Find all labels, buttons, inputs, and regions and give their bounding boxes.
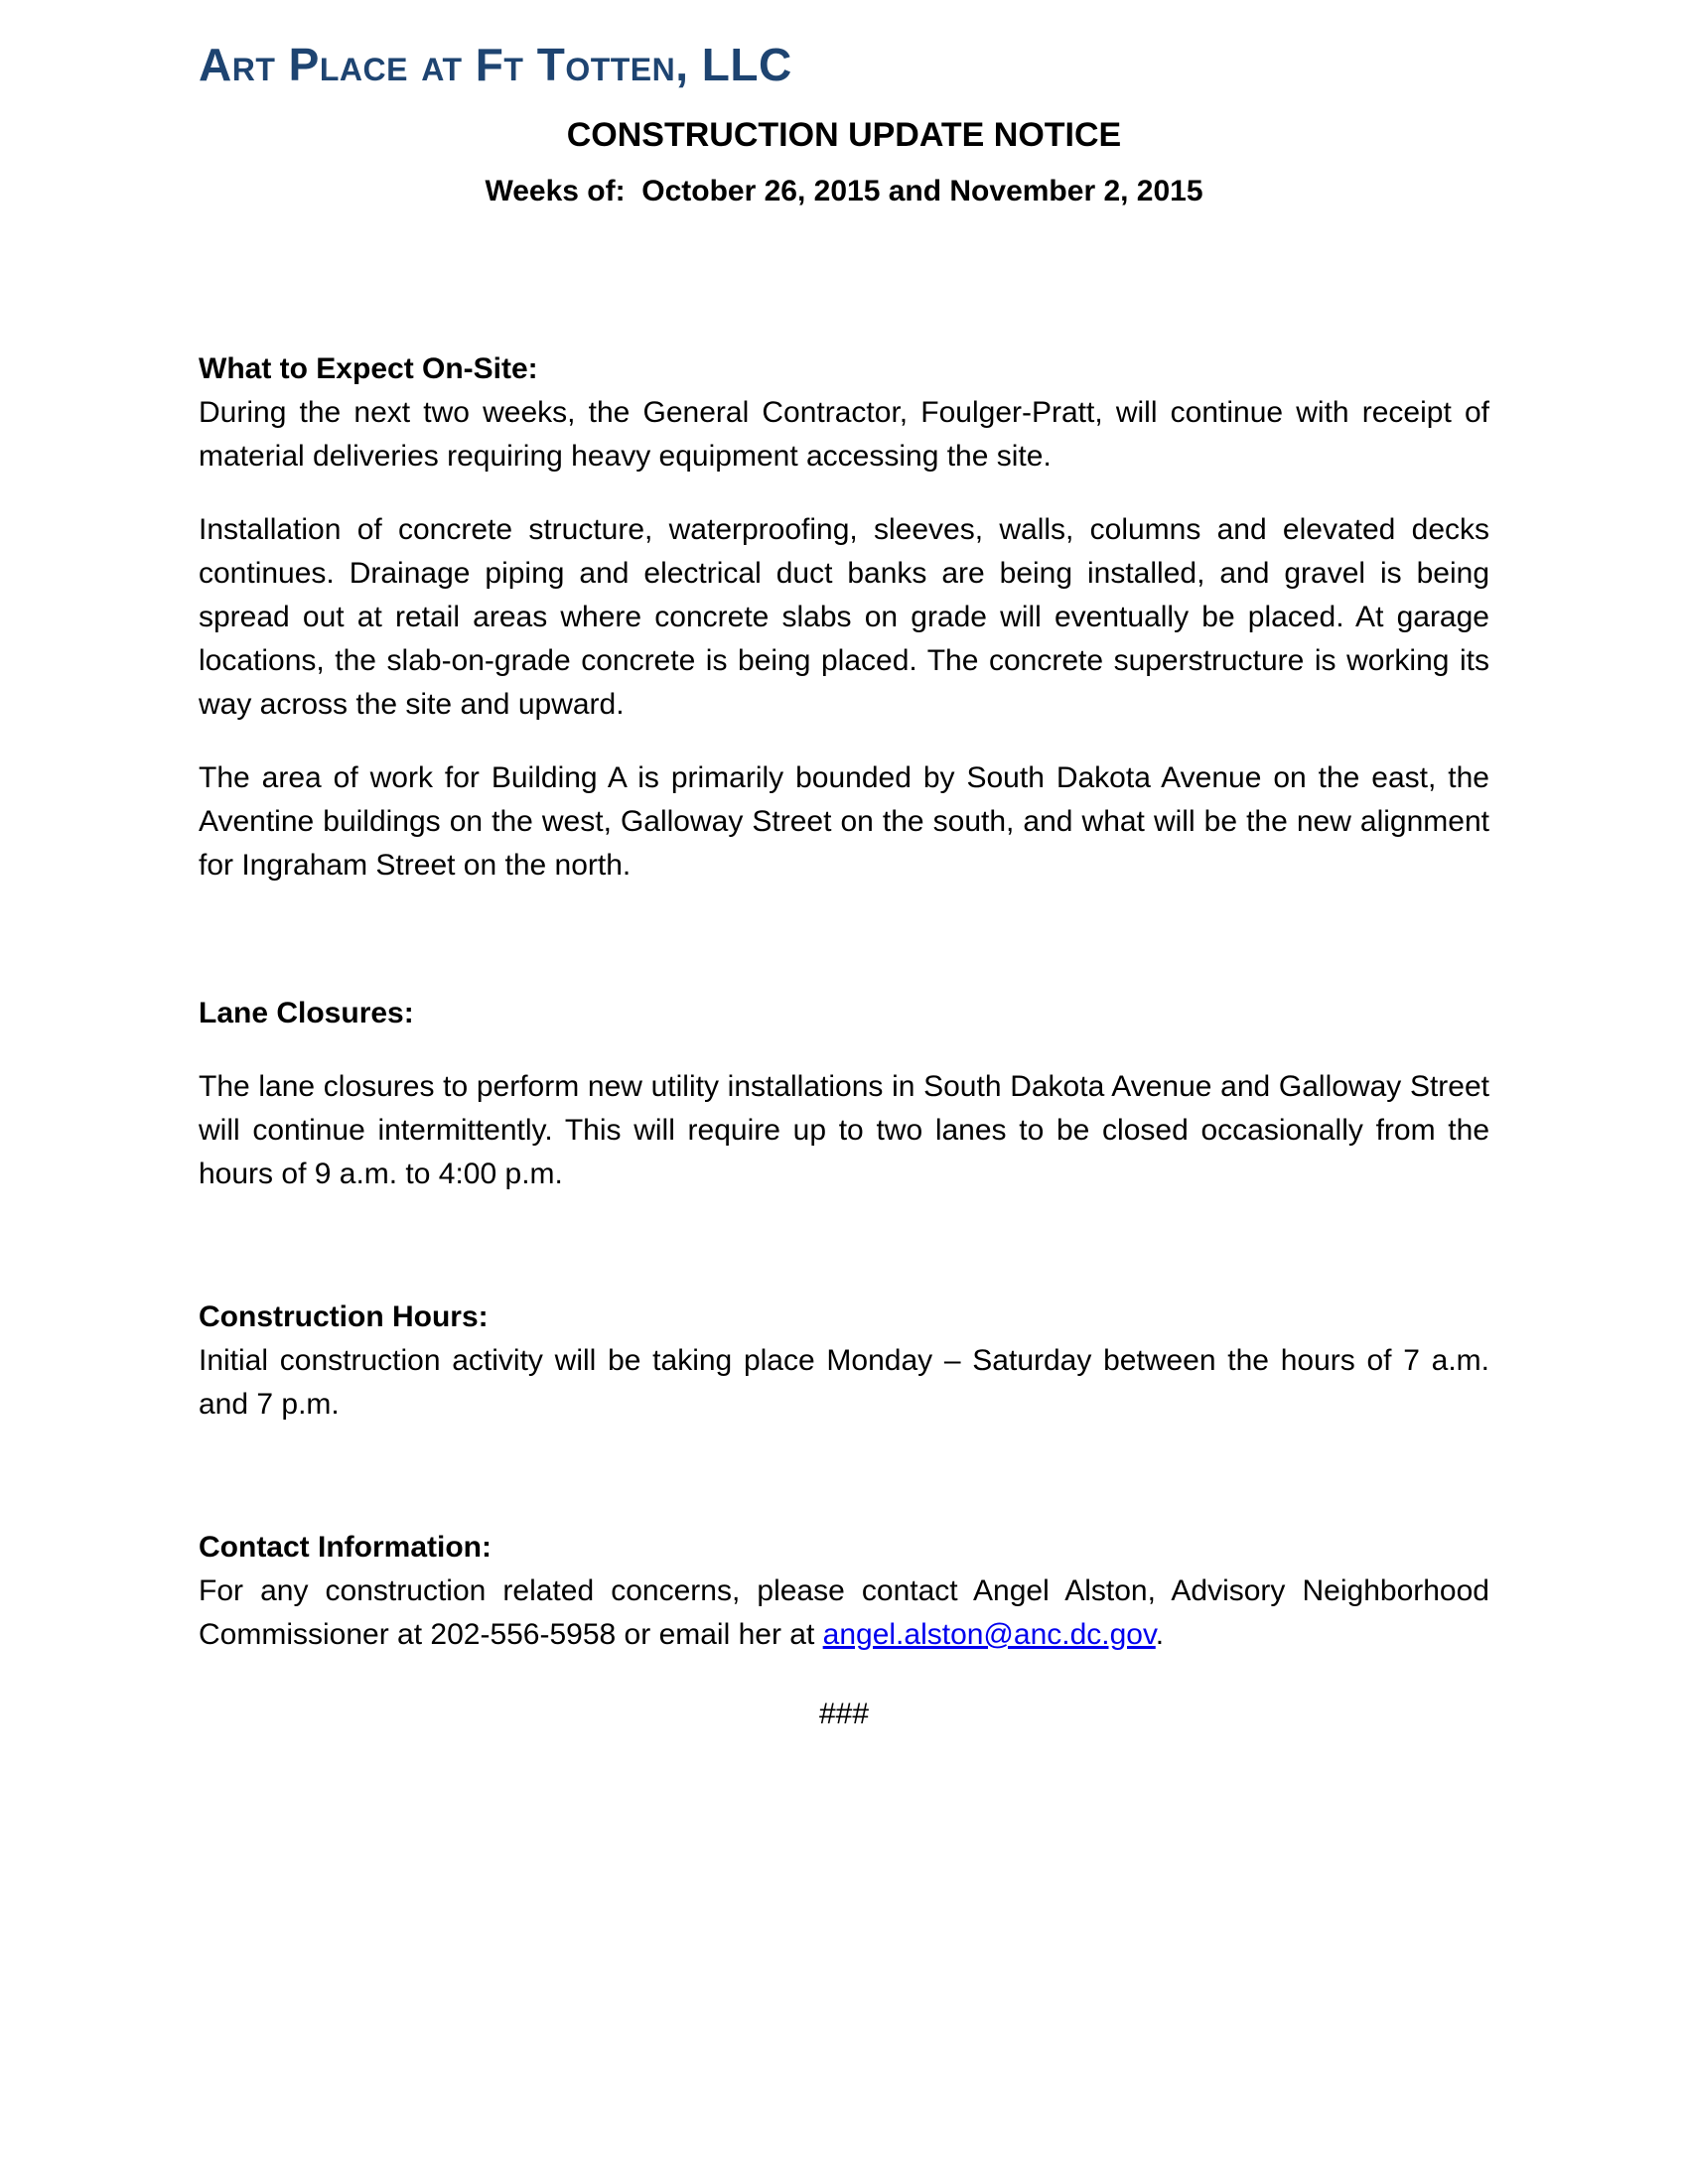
end-mark: ### [818, 1698, 870, 1731]
section-heading-lane-closures: Lane Closures: [199, 997, 414, 1030]
company-logo: Art Place at Ft Totten, LLC [199, 39, 792, 90]
contact-text: For any construction related concerns, please contact Angel Alston, Advisory Neighborhood Commissioner at 202-556-5958 or email her at [199, 1574, 1489, 1652]
section-lane-closures [199, 992, 1489, 1196]
section-contact-information [199, 1526, 1489, 1657]
paragraph-contact [199, 1570, 1489, 1657]
section-what-to-expect [199, 347, 1489, 887]
contact-text-period: . [1155, 1618, 1165, 1652]
section-construction-hours [199, 1296, 1489, 1427]
paragraph-construction-hours: Initial construction activity will be taking place Monday – Saturday between the hours of 7 a.m. and 7 p.m. [199, 1344, 1489, 1422]
section-heading-what-to-expect: What to Expect On-Site: [199, 352, 538, 386]
section-heading-contact-information: Contact Information: [199, 1531, 492, 1565]
date-line: Weeks of: October 26, 2015 and November 2, 2015 [485, 174, 1203, 207]
paragraph-expect-2: Installation of concrete structure, waterproofing, sleeves, walls, columns and elevated decks continues. Drainage piping and electrical duct banks are being installed, and gravel is being spread out at retail areas where concrete slabs on grade will eventually be placed. At garage locations, the slab-on-grade concrete is being placed. The concrete superstructure is working its way across the site and upward. [199, 513, 1489, 722]
paragraph-expect-1: During the next two weeks, the General Contractor, Foulger-Pratt, will continue with receipt of material deliveries requiring heavy equipment accessing the site. [199, 396, 1489, 474]
document-title: CONSTRUCTION UPDATE NOTICE [566, 115, 1122, 154]
paragraph-expect-3: The area of work for Building A is primarily bounded by South Dakota Avenue on the east, the Aventine buildings on the west, Galloway Street on the south, and what will be the new alignment for Ingraham Street on the north. [199, 761, 1489, 883]
section-heading-construction-hours: Construction Hours: [199, 1300, 489, 1334]
email-link[interactable]: angel.alston@anc.dc.gov [822, 1618, 1156, 1652]
paragraph-lane-closures: The lane closures to perform new utility installations in South Dakota Avenue and Galloway Street will continue intermittently. This will require up to two lanes to be closed occasionally from the hours of 9 a.m. to 4:00 p.m. [199, 1070, 1489, 1191]
